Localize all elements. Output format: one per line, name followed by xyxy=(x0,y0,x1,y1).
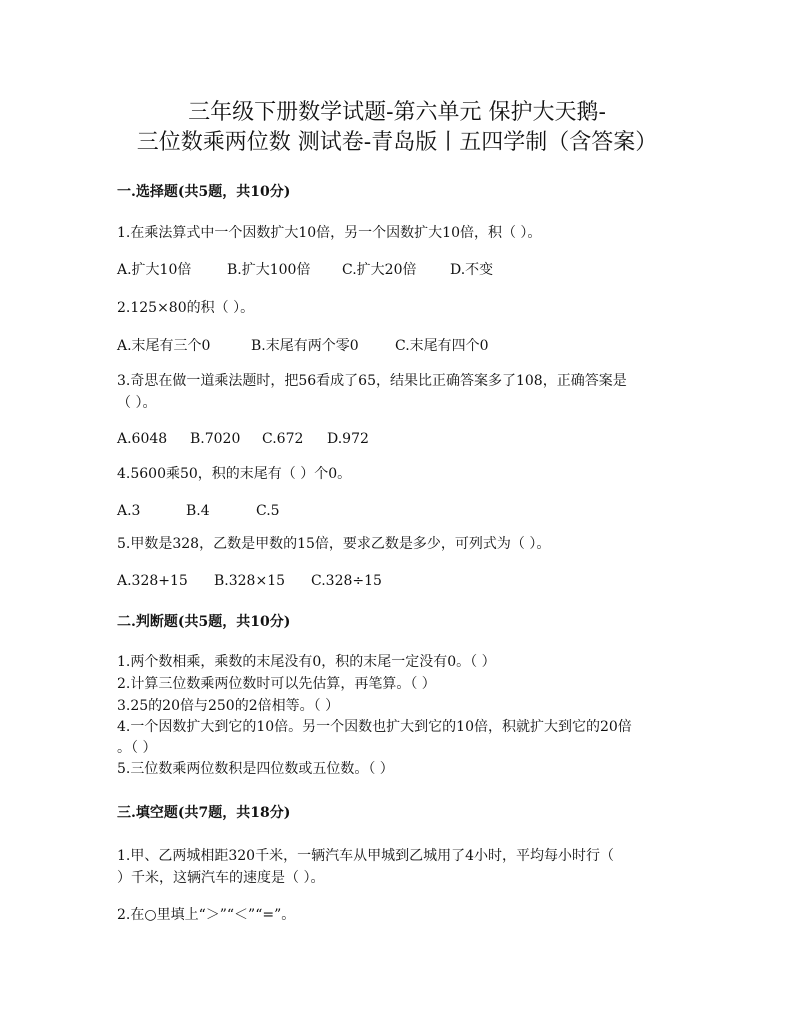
choice-options-2 xyxy=(117,336,489,356)
option: B.末尾有两个零0 xyxy=(251,338,359,354)
judge-question-4-line-1: 4.一个因数扩大到它的10倍。另一个因数也扩大到它的10倍，积就扩大到它的20倍 xyxy=(117,719,632,735)
fill-question-2: 2.在○里填上“＞”“＜”“=”。 xyxy=(117,907,296,923)
choice-question-3-line-2: （ ）。 xyxy=(117,395,157,411)
option: B.4 xyxy=(186,503,210,519)
judge-question-5: 5.三位数乘两位数积是四位数或五位数。（ ） xyxy=(117,761,394,777)
judge-question-2: 2.计算三位数乘两位数时可以先估算，再笔算。（ ） xyxy=(117,676,436,692)
title-line-2: 三位数乘两位数 测试卷-青岛版丨五四学制（含答案） xyxy=(136,130,658,155)
fill-question-1-line-2: ）千米，这辆汽车的速度是（ ）。 xyxy=(117,870,325,886)
section-heading-judge: 二.判断题(共5题，共10分) xyxy=(117,614,291,630)
option: B.328×15 xyxy=(214,573,286,589)
option: D.不变 xyxy=(450,262,494,278)
choice-options-3 xyxy=(117,429,369,449)
option: A.末尾有三个0 xyxy=(117,338,211,354)
choice-options-4 xyxy=(117,501,280,521)
title-line-1: 三年级下册数学试题-第六单元 保护大天鹅- xyxy=(188,100,606,125)
option: C.5 xyxy=(256,503,280,519)
judge-question-3: 3.25的20倍与250的2倍相等。（ ） xyxy=(117,698,340,714)
option: C.扩大20倍 xyxy=(342,262,417,278)
option: A.328+15 xyxy=(117,573,188,589)
option: C.672 xyxy=(262,431,304,447)
choice-question-5: 5.甲数是328，乙数是甲数的15倍，要求乙数是多少，可列式为（ ）。 xyxy=(117,536,551,552)
section-heading-fill: 三.填空题(共7题，共18分) xyxy=(117,805,291,821)
judge-question-4-line-2: 。（ ） xyxy=(117,740,157,756)
choice-options-1 xyxy=(117,260,493,280)
choice-question-4: 4.5600乘50，积的末尾有（ ）个0。 xyxy=(117,466,352,482)
option: B.扩大100倍 xyxy=(227,262,311,278)
option: C.末尾有四个0 xyxy=(395,338,489,354)
option: A.扩大10倍 xyxy=(117,262,192,278)
option: A.6048 xyxy=(117,431,168,447)
choice-question-3-line-1: 3.奇思在做一道乘法题时，把56看成了65，结果比正确答案多了108，正确答案是 xyxy=(117,373,627,389)
judge-question-1: 1.两个数相乘，乘数的末尾没有0，积的末尾一定没有0。（ ） xyxy=(117,654,496,670)
choice-question-2: 2.125×80的积（ ）。 xyxy=(117,300,255,316)
section-heading-choice: 一.选择题(共5题，共10分) xyxy=(117,184,291,200)
choice-question-1: 1.在乘法算式中一个因数扩大10倍，另一个因数扩大10倍，积（ ）。 xyxy=(117,225,542,241)
option: B.7020 xyxy=(190,431,241,447)
option: C.328÷15 xyxy=(311,573,382,589)
choice-options-5 xyxy=(117,571,382,591)
fill-question-1-line-1: 1.甲、乙两城相距320千米，一辆汽车从甲城到乙城用了4小时，平均每小时行（ xyxy=(117,848,614,864)
option: A.3 xyxy=(117,503,141,519)
option: D.972 xyxy=(327,431,369,447)
